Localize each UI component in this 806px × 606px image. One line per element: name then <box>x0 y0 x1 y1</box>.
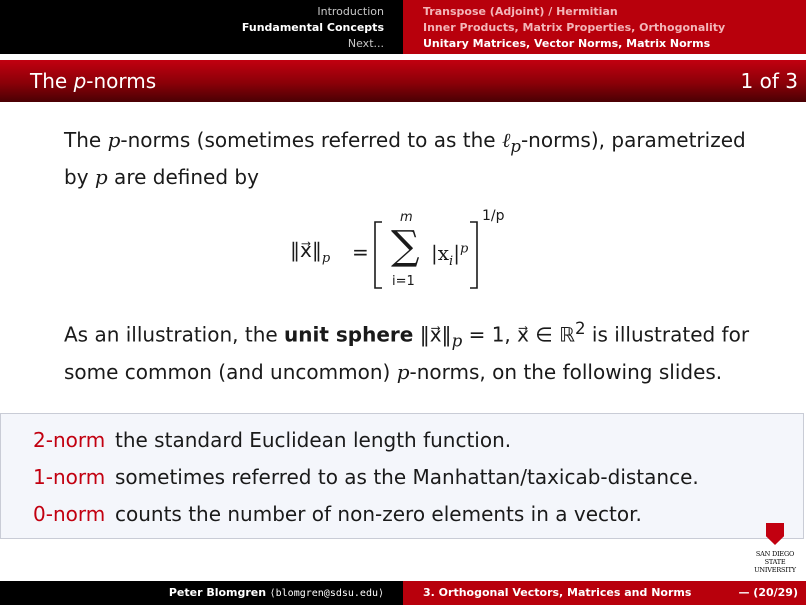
illus-text-5: -norms, on the following slides. <box>409 359 723 384</box>
frame-title-var: p <box>73 69 87 93</box>
nav-section-next[interactable]: Next... <box>347 37 384 50</box>
sum-upper-limit: m <box>400 210 413 225</box>
formula-norm: ‖x⃗‖ <box>290 238 322 262</box>
right-bracket <box>470 222 477 288</box>
top-navigation <box>0 0 806 54</box>
frame-counter: 1 of 3 <box>740 69 798 93</box>
definition-desc: sometimes referred to as the Manhattan/taxicab-distance. <box>115 465 699 489</box>
illus-sup: 2 <box>574 319 586 338</box>
intro-ell-sub: p <box>510 137 521 156</box>
frame-title-bar <box>0 60 806 102</box>
intro-text-2: -norms (sometimes referred to as the <box>120 128 502 152</box>
footer-author <box>0 581 403 605</box>
intro-p-var-2: p <box>94 165 108 189</box>
term-sup: p <box>459 241 469 257</box>
term-close: | <box>453 241 460 265</box>
subsection-nav <box>403 0 806 54</box>
intro-text-3: -norms), parametrized by <box>64 128 746 189</box>
intro-text-1: The <box>64 128 108 152</box>
footer-page-number: — (20/29) <box>738 586 798 599</box>
formula-norm-sub: p <box>321 251 331 266</box>
term-sub: i <box>449 254 454 269</box>
definition-desc: counts the number of non-zero elements in a vector. <box>115 502 642 526</box>
intro-p-var: p <box>107 128 121 152</box>
definition-term: 2-norm <box>33 428 106 452</box>
norm-definitions-block <box>0 413 804 539</box>
definition-row <box>33 501 642 527</box>
illus-unit-sphere: unit sphere <box>284 322 414 347</box>
footer-author-name: Peter Blomgren <box>168 586 267 599</box>
footer-chapter: 3. Orthogonal Vectors, Matrices and Norms <box>423 586 692 599</box>
illustration-paragraph <box>64 314 764 387</box>
frame-title <box>30 69 156 93</box>
sdsu-shield-icon <box>766 523 784 545</box>
logo-line-1: SAN DIEGO STATE <box>755 550 795 566</box>
illus-norm-sub: p <box>451 331 463 351</box>
sdsu-logo-text <box>746 550 804 574</box>
frame-title-prefix: The <box>30 69 74 93</box>
illus-norm: ‖x⃗‖ <box>413 322 452 347</box>
illus-text-3: = 1, x⃗ ∈ ℝ <box>462 322 575 347</box>
intro-ell-symbol: ℓ <box>501 128 511 152</box>
illus-p-var: p <box>396 359 410 384</box>
formula-equals: = <box>352 240 369 264</box>
p-norm-formula <box>290 208 530 298</box>
footer-email: ⟨blomgren@sdsu.edu⟩ <box>269 588 384 599</box>
formula-exponent: 1/p <box>482 208 505 224</box>
definition-term: 0-norm <box>33 502 106 526</box>
nav-subsection-inner-products[interactable]: Inner Products, Matrix Properties, Orthogonality <box>423 21 726 34</box>
term-open: |x <box>431 241 450 265</box>
nav-section-introduction[interactable]: Introduction <box>317 5 384 18</box>
nav-subsection-transpose[interactable]: Transpose (Adjoint) / Hermitian <box>423 5 618 18</box>
sdsu-logo <box>746 523 804 575</box>
intro-text-4: are defined by <box>107 165 259 189</box>
formula-term <box>431 241 468 269</box>
left-bracket <box>375 222 382 288</box>
definition-row <box>33 464 699 490</box>
footer-bar <box>0 581 806 605</box>
illus-text-4: is illustrated for some common (and uncommon) <box>64 322 750 384</box>
summation-symbol: ∑ <box>391 223 420 269</box>
definition-row <box>33 427 511 453</box>
logo-line-2: UNIVERSITY <box>754 566 796 574</box>
frame-title-suffix: -norms <box>86 69 157 93</box>
nav-subsection-unitary-matrices[interactable]: Unitary Matrices, Vector Norms, Matrix Norms <box>423 37 711 50</box>
intro-paragraph <box>64 125 764 192</box>
sum-lower-limit: i=1 <box>392 274 415 289</box>
nav-section-fundamental-concepts[interactable]: Fundamental Concepts <box>241 21 384 34</box>
illus-text-1: As an illustration, the <box>64 322 285 347</box>
definition-desc: the standard Euclidean length function. <box>115 428 512 452</box>
definition-term: 1-norm <box>33 465 106 489</box>
section-nav <box>0 0 403 54</box>
footer-info <box>403 581 806 605</box>
